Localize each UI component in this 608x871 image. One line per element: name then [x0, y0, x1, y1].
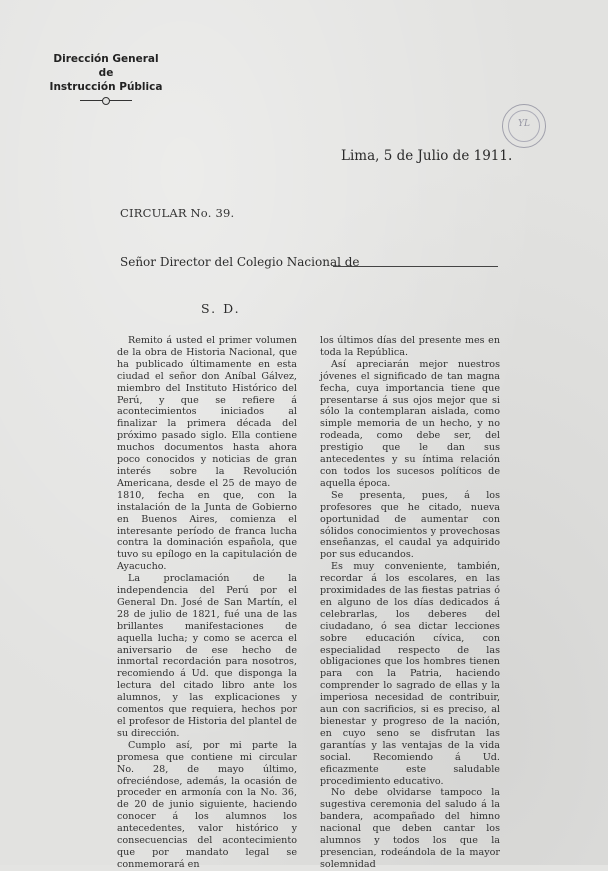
circular-number: CIRCULAR No. 39.	[120, 206, 235, 220]
library-stamp-icon	[502, 104, 546, 148]
body-paragraph: Así apreciarán mejor nuestros jóvenes el significado de tan magna fecha, cuya importancia tiene que presentarse á sus ojos mejor que si sólo la contemplaran aislada, como simple memoria de un hecho, y no rodeada, como debe ser, del prestigio que le dan sus antecedentes y su íntima relación con todos los sucesos políticos de aquella época.	[320, 358, 500, 489]
ornament-divider-icon	[76, 96, 136, 104]
body-paragraph: Es muy conveniente, también, recordar á los escolares, en las proximidades de las fiestas patrias ó en alguno de los días dedicados á celebrarlas, los deberes del ciudadano, ó sea dictar lecciones sobre educación cívica, con especialidad respecto de las obligaciones que los hombres tienen para con la Patria, haciendo comprender lo sagrado de ellas y la imperiosa necesidad de contribuir, aun con sacrificios, si es preciso, al bienestar y progreso de la nación, en cuyo seno se disfrutan las garantías y las ventajas de la vida social. Recomiendo á Ud. eficazmente este saludable procedimiento educativo.	[320, 561, 500, 787]
letterhead-line-1: Dirección General	[53, 53, 159, 65]
letter-date: Lima, 5 de Julio de 1911.	[341, 148, 513, 164]
body-paragraph: los últimos días del presente mes en toda la República.	[320, 335, 500, 358]
letterhead	[44, 52, 168, 104]
salutation: S. D.	[201, 301, 241, 316]
addressee-line: Señor Director del Colegio Nacional de	[120, 255, 360, 269]
letterhead-line-3: Instrucción Pública	[49, 81, 163, 93]
stamp-text: YL	[518, 119, 530, 129]
body-paragraph: La proclamación de la independencia del Perú por el General Dn. José de San Martín, el 28 de julio de 1821, fué una de las brillantes manifestaciones de aquella lucha; y como se acerca el aniversario de ese hecho de inmortal recordación para nosotros, recomiendo á Ud. que disponga la lectura del citado libro ante los alumnos, y las explicaciones y comentos que requiera, hechos por el profesor de Historia del plantel de su dirección.	[117, 573, 297, 739]
body-paragraph: No debe olvidarse tampoco la sugestiva ceremonia del saludo á la bandera, acompañado del himno nacional que deben cantar los alumnos y todos los que la presencian, rodeándola de la mayor solemnidad	[320, 787, 500, 870]
body-column-right	[320, 335, 500, 871]
body-column-left	[117, 335, 297, 871]
blank-fill-line	[333, 266, 498, 267]
body-paragraph: Se presenta, pues, á los profesores que he citado, nueva oportunidad de aumentar con sólidos conocimientos y provechosas enseñanzas, el caudal ya adquirido por sus educandos.	[320, 489, 500, 561]
letterhead-line-2: de	[98, 67, 114, 79]
body-paragraph: Cumplo así, por mi parte la promesa que contiene mi circular No. 28, de mayo último, ofreciéndose, además, la ocasión de proceder en armonía con la No. 36, de 20 de junio siguiente, haciendo conocer á los alumnos los antecedentes, valor histórico y consecuencias del acontecimiento que por mandato legal se conmemorará en	[117, 739, 297, 870]
body-paragraph: Remito á usted el primer volumen de la obra de Historia Nacional, que ha publicado últimamente en esta ciudad el señor don Aníbal Gálvez, miembro del Instituto Histórico del Perú, y que se refiere á acontecimientos iniciados al finalizar la primera década del próximo pasado siglo. Ella contiene muchos documentos hasta ahora poco conocidos y noticias de gran interés sobre la Revolución Americana, desde el 25 de mayo de 1810, fecha en que, con la instalación de la Junta de Gobierno en Buenos Aires, comienza el interesante período de franca lucha contra la dominación española, que tuvo su epílogo en la capitulación de Ayacucho.	[117, 335, 297, 573]
